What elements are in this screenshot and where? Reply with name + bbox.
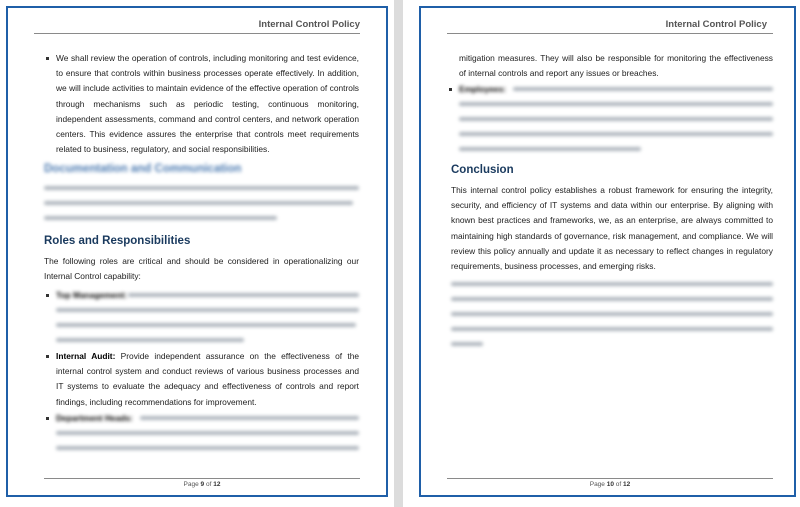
page-total: 12 — [213, 481, 221, 488]
section-heading: Conclusion — [451, 164, 514, 176]
footer-divider — [44, 478, 360, 479]
header-divider — [447, 33, 773, 34]
list-item — [56, 51, 359, 157]
header-divider — [34, 33, 360, 34]
page-header: Internal Control Policy — [258, 19, 360, 30]
page-total: 12 — [623, 481, 631, 488]
paragraph: mitigation measures. They will also be responsible for monitoring the effectiveness of internal controls and report any issues or breaches. — [459, 53, 773, 79]
list-item-term: Internal Audit: — [56, 351, 116, 361]
document-page-9 — [0, 0, 394, 507]
paragraph: The following roles are critical and should be considered in operationalizing our Internal Control capability: — [44, 256, 359, 282]
blurred-paragraph — [451, 282, 773, 357]
page-number: 10 — [606, 481, 614, 488]
list-item — [56, 288, 359, 303]
paragraph: This internal control policy establishes a robust framework for ensuring the integrity, security, and efficiency of IT systems and data within our enterprise. By aligning with known best practices and frameworks, we, as an enterprise, are always committed to maintaining high standards of governance, risk management, and compliance. We will review this policy annually and update it as necessary to reflect changes in regulatory requirements, business processes, and emerging risks. — [451, 185, 773, 272]
section-heading: Roles and Responsibilities — [44, 235, 191, 247]
list-item-term-blurred: Department Heads: — [56, 413, 133, 423]
list-item — [459, 82, 773, 97]
list-item — [56, 411, 359, 426]
footer-divider — [447, 478, 773, 479]
bullet-icon — [449, 88, 452, 91]
blurred-text — [56, 431, 359, 461]
list-item — [56, 349, 359, 410]
page-footer: Page 10 of 12 — [589, 481, 631, 488]
page-footer: Page 9 of 12 — [183, 481, 221, 488]
blurred-text — [459, 102, 773, 162]
list-item-text: Provide independent assurance on the effectiveness of the internal control system and conduct reviews of various business processes and IT systems to evaluate the adequacy and effectiveness of controls and report findings, including recommendations for improvement. — [56, 351, 360, 407]
document-page-10 — [403, 0, 800, 507]
blurred-paragraph — [44, 186, 359, 231]
bullet-icon — [46, 417, 49, 420]
bullet-text: We shall review the operation of controls, including monitoring and test evidence, to ensure that controls within business processes operate effectively. In addition, we will include activities to maintain evidence of the effective operation of controls through mechanisms such as periodic testing, continuous monitoring, independent assessments, command and control centers, and network operation centers. This evidence assures the enterprise that controls meet requirements related to business, regulatory, and social responsibilities. — [56, 53, 359, 155]
bullet-icon — [46, 294, 49, 297]
list-item-term-blurred: Employees: — [459, 84, 507, 94]
bullet-icon — [46, 57, 49, 60]
blurred-text — [56, 308, 359, 353]
list-item-term-blurred: Top Management: — [56, 290, 128, 300]
bullet-icon — [46, 355, 49, 358]
page-number: 9 — [200, 481, 205, 488]
page-header: Internal Control Policy — [665, 19, 767, 30]
section-heading-blurred: Documentation and Communication — [44, 163, 242, 175]
